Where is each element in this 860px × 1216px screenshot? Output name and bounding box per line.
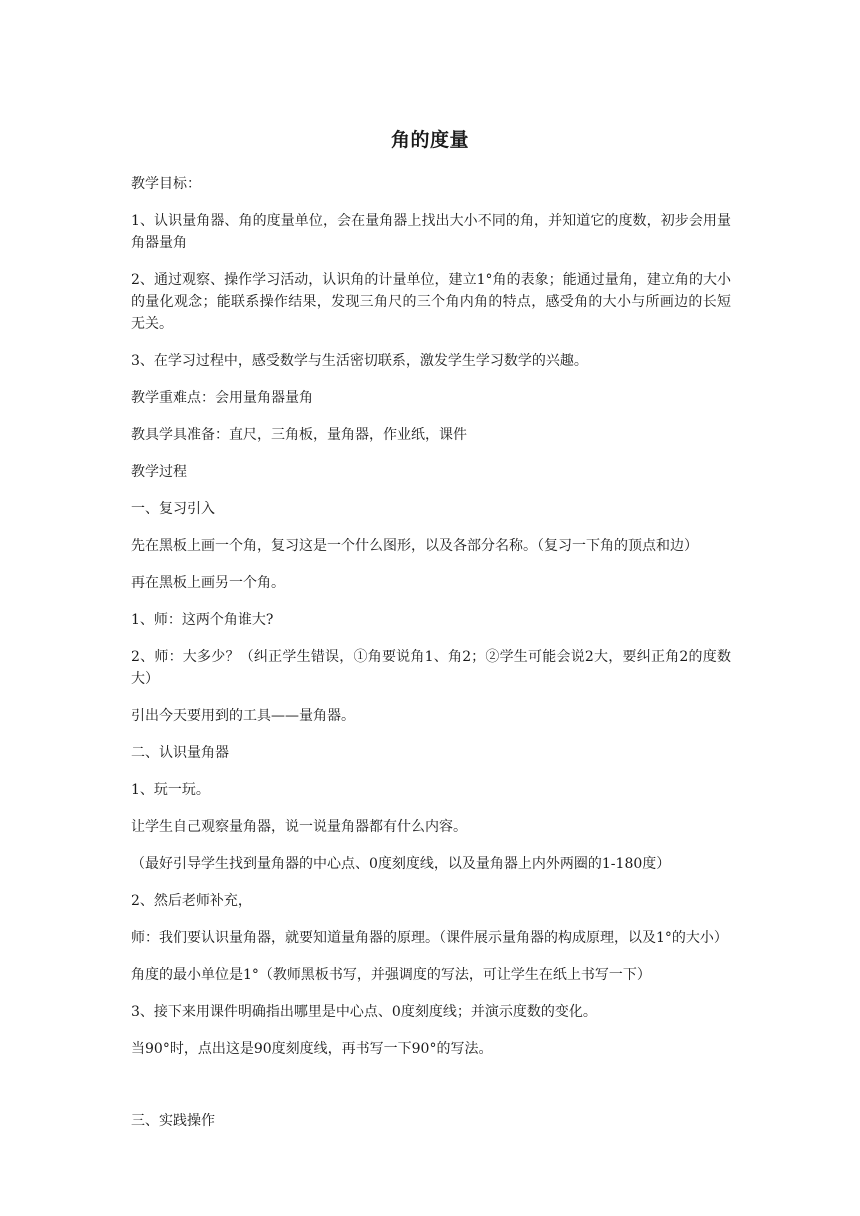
paragraph: 引出今天要用到的工具——量角器。 bbox=[131, 708, 355, 724]
paragraph: 教学重难点：会用量角器量角 bbox=[131, 390, 313, 406]
paragraph: 2、然后老师补充， bbox=[131, 893, 252, 909]
paragraph: 1、玩一玩。 bbox=[131, 782, 210, 798]
section-heading: 二、认识量角器 bbox=[131, 745, 229, 761]
section-heading: 一、复习引入 bbox=[131, 501, 215, 517]
paragraph: （最好引导学生找到量角器的中心点、0度刻度线，以及量角器上内外两圈的1-180度） bbox=[131, 856, 671, 872]
paragraph: 师：我们要认识量角器，就要知道量角器的原理。（课件展示量角器的构成原理，以及1°的大小） bbox=[131, 930, 728, 946]
paragraph: 3、在学习过程中，感受数学与生活密切联系，激发学生学习数学的兴趣。 bbox=[131, 353, 588, 369]
paragraph: 再在黑板上画另一个角。 bbox=[131, 575, 285, 591]
paragraph: 教具学具准备：直尺，三角板，量角器，作业纸，课件 bbox=[131, 427, 467, 443]
document-body bbox=[131, 173, 731, 1147]
document-title: 角的度量 bbox=[390, 129, 469, 151]
paragraph: 3、接下来用课件明确指出哪里是中心点、0度刻度线；并演示度数的变化。 bbox=[131, 1004, 597, 1020]
paragraph: 2、通过观察、操作学习活动，认识角的计量单位，建立1°角的表象；能通过量角，建立角的大小的量化观念；能联系操作结果，发现三角尺的三个角内角的特点，感受角的大小与所画边的长短无关。 bbox=[131, 272, 731, 332]
paragraph: 先在黑板上画一个角，复习这是一个什么图形，以及各部分名称。（复习一下角的顶点和边） bbox=[131, 538, 698, 554]
section-heading: 三、实践操作 bbox=[131, 1113, 215, 1129]
paragraph: 教学目标： bbox=[131, 176, 201, 192]
paragraph: 2、师：大多少？（纠正学生错误，①角要说角1、角2；②学生可能会说2大，要纠正角2的度数大） bbox=[131, 649, 731, 687]
paragraph: 让学生自己观察量角器，说一说量角器都有什么内容。 bbox=[131, 819, 467, 835]
paragraph: 当90°时，点出这是90度刻度线，再书写一下90°的写法。 bbox=[131, 1041, 493, 1057]
paragraph: 教学过程 bbox=[131, 464, 187, 480]
paragraph: 1、认识量角器、角的度量单位，会在量角器上找出大小不同的角，并知道它的度数，初步会用量角器量角 bbox=[131, 213, 731, 251]
paragraph: 角度的最小单位是1°（教师黑板书写，并强调度的写法，可让学生在纸上书写一下） bbox=[131, 967, 651, 983]
paragraph: 1、师：这两个角谁大? bbox=[131, 612, 274, 628]
